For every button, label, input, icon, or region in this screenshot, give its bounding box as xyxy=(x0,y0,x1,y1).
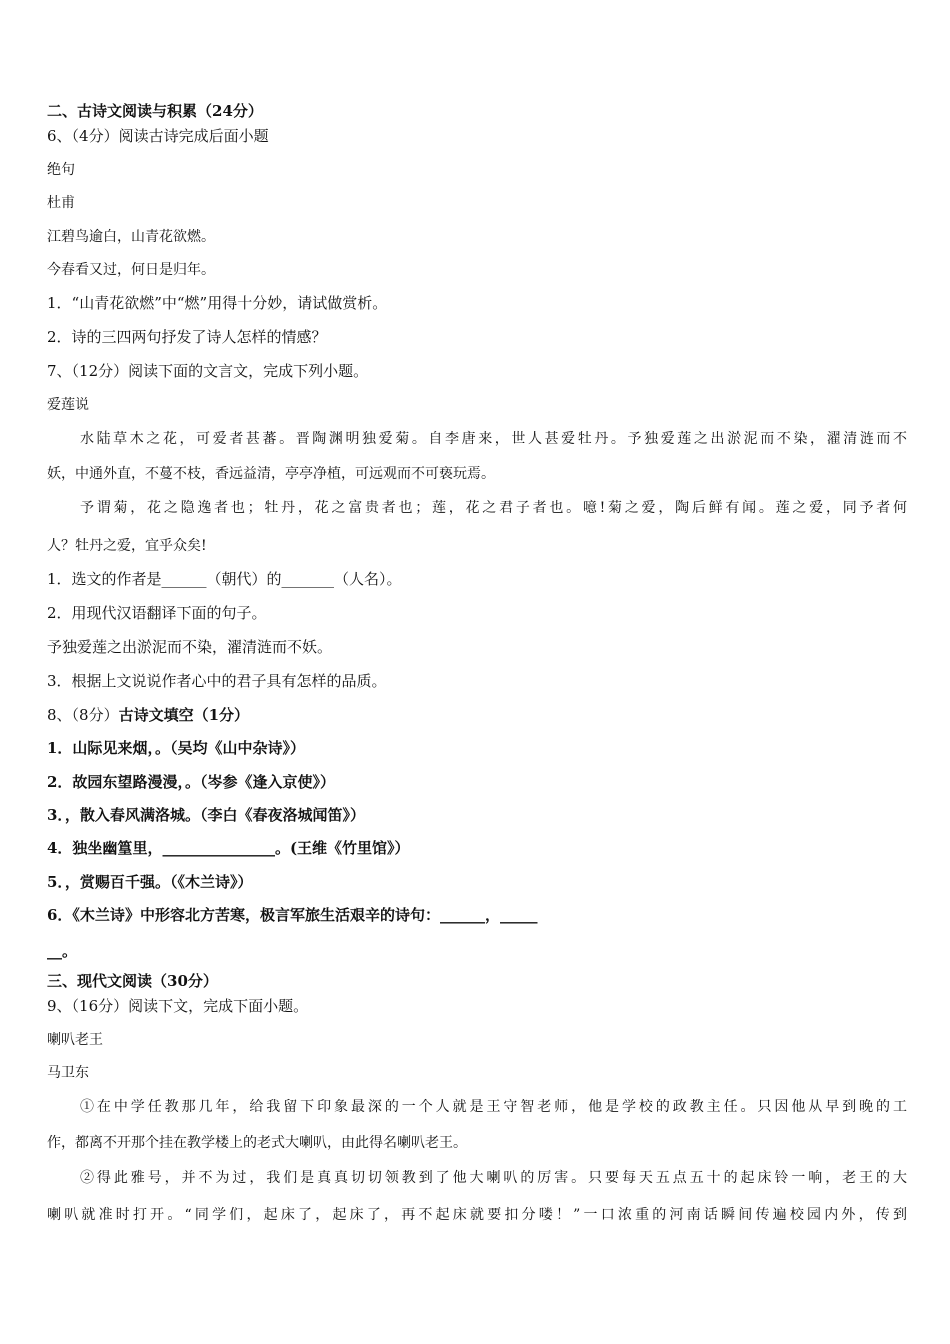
question-6-stem: 6、（4分）阅读古诗完成后面小题 xyxy=(47,127,269,145)
question-6-sub-1: 1．“山青花欲燃”中“燃”用得十分妙，请试做赏析。 xyxy=(47,294,388,312)
essay-title: 爱莲说 xyxy=(47,397,89,413)
article-paragraph-2-line-2: 喇叭就准时打开。“同学们，起床了，起床了，再不起床就要扣分喽！”一口浓重的河南话瞬间传遍校园内外，传到 xyxy=(47,1207,907,1223)
fill-blank-item-2: 2．故园东望路漫漫，。（岑参《逢入京使》） xyxy=(47,773,335,791)
question-7-sub-3: 3．根据上文说说作者心中的君子具有怎样的品质。 xyxy=(47,672,387,690)
question-7-sub-1: 1．选文的作者是______（朝代）的_______（人名）。 xyxy=(47,570,402,588)
fill-blank-item-6-line-2: __。 xyxy=(47,942,78,960)
section-heading-modern-reading: 三、现代文阅读（30分） xyxy=(47,972,218,990)
translation-sentence: 予独爱莲之出淤泥而不染，濯清涟而不妖。 xyxy=(47,638,333,656)
question-7-sub-2: 2．用现代汉语翻译下面的句子。 xyxy=(47,604,267,622)
fill-blank-item-3: 3．，散入春风满洛城。（李白《春夜洛城闻笛》） xyxy=(47,806,365,824)
question-8-stem xyxy=(47,705,907,725)
article-title: 喇叭老王 xyxy=(47,1032,103,1048)
essay-paragraph-1-line-1: 水陆草木之花，可爱者甚蕃。晋陶渊明独爱菊。自李唐来，世人甚爱牡丹。予独爱莲之出淤泥而不染，濯清涟而不 xyxy=(80,431,907,447)
section-heading-ancient-poetry: 二、古诗文阅读与积累（24分） xyxy=(47,102,263,120)
essay-paragraph-2-line-1: 予谓菊，花之隐逸者也；牡丹，花之富贵者也；莲，花之君子者也。噫!菊之爱，陶后鲜有闻。莲之爱，同予者何 xyxy=(80,500,907,516)
question-8-stem-prefix: 8、（8分） xyxy=(47,706,119,724)
fill-blank-item-6-line-1: 6．《木兰诗》中形容北方苦寒，极言军旅生活艰辛的诗句：______，_____ xyxy=(47,906,538,924)
essay-paragraph-1-line-2: 妖，中通外直，不蔓不枝，香远益清，亭亭净植，可远观而不可亵玩焉。 xyxy=(47,466,495,482)
poem-title: 绝句 xyxy=(47,162,75,178)
article-paragraph-1-line-2: 作，都离不开那个挂在教学楼上的老式大喇叭，由此得名喇叭老王。 xyxy=(47,1135,467,1151)
question-6-sub-2: 2．诗的三四两句抒发了诗人怎样的情感？ xyxy=(47,328,327,346)
poem-line-1: 江碧鸟逾白，山青花欲燃。 xyxy=(47,229,215,245)
question-8-stem-bold: 古诗文填空（1分） xyxy=(118,706,250,724)
fill-blank-item-4: 4．独坐幽篁里，_______________。(王维《竹里馆》） xyxy=(47,839,410,857)
article-paragraph-2-line-1: ②得此雅号，并不为过，我们是真真切切领教到了他大喇叭的厉害。只要每天五点五十的起床铃一响，老王的大 xyxy=(80,1170,907,1186)
question-7-stem: 7、（12分）阅读下面的文言文，完成下列小题。 xyxy=(47,362,369,380)
essay-paragraph-2-line-2: 人？牡丹之爱，宜乎众矣! xyxy=(47,538,207,554)
poem-line-2: 今春看又过，何日是归年。 xyxy=(47,262,215,278)
question-9-stem: 9、（16分）阅读下文，完成下面小题。 xyxy=(47,997,309,1015)
article-author: 马卫东 xyxy=(47,1065,89,1081)
article-paragraph-1-line-1: ①在中学任教那几年，给我留下印象最深的一个人就是王守智老师，他是学校的政教主任。只因他从早到晚的工 xyxy=(80,1099,907,1115)
fill-blank-item-1: 1．山际见来烟，。（吴均《山中杂诗》） xyxy=(47,739,305,757)
poem-author: 杜甫 xyxy=(47,195,75,211)
fill-blank-item-5: 5．，赏赐百千强。（《木兰诗》） xyxy=(47,873,253,891)
